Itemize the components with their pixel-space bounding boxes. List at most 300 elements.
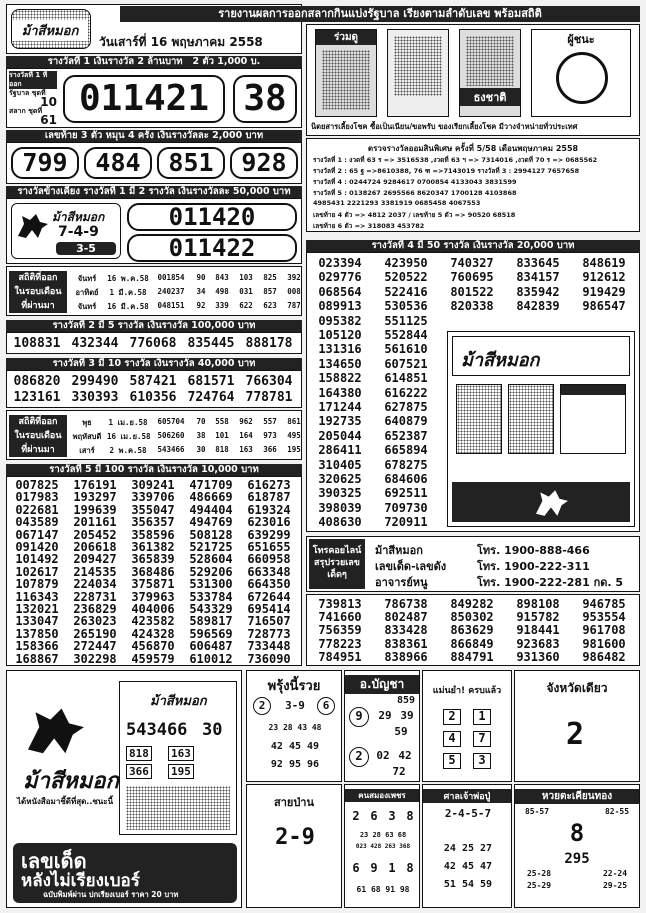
card-2 (344, 670, 420, 782)
card-6-num-7: 9 (370, 861, 378, 875)
prize3-number: 123161 (13, 390, 61, 405)
stats1-panel (6, 266, 302, 316)
stats2-cell: 70 (196, 417, 206, 426)
promo-banner1: เลขเด็ด (21, 849, 87, 873)
magazine-cover-3 (531, 29, 631, 117)
prize4-number: 095382 (318, 313, 362, 328)
prize5-number: 043589 (15, 515, 59, 530)
prize5-right-number: 931360 (516, 649, 560, 664)
prize5-number: 618787 (247, 490, 291, 505)
prize5-right-number: 915782 (516, 610, 560, 625)
three-digit-2: 851 (157, 147, 225, 179)
prize5-number: 158366 (15, 639, 59, 654)
card-5-num: 2-9 (275, 825, 315, 850)
prize5-right-number: 784951 (318, 649, 362, 664)
set-label-0: รางวัลที่ 1 ที่ออก (9, 71, 57, 89)
three-digit-panel (6, 142, 302, 184)
card-2-num2-2: 42 (398, 749, 412, 762)
card-6 (344, 784, 420, 908)
prize5-right-number: 802487 (384, 610, 428, 625)
prize5-right-number: 898108 (516, 597, 560, 611)
prize4-number: 398039 (318, 500, 362, 515)
card-1-num-2: 6 (317, 697, 335, 715)
prize5-right-number: 884791 (450, 649, 494, 664)
stats1-label (9, 271, 67, 313)
prize4-number: 692511 (384, 486, 428, 501)
prize5-right-number: 741660 (318, 610, 362, 625)
magazine-cover-0 (315, 29, 377, 117)
prize4-number: 408630 (318, 515, 362, 530)
card-7-num-3: 51 54 59 (443, 879, 493, 890)
promo-book-number: 543466 (126, 720, 188, 740)
stats1-cell: 843 (215, 273, 229, 282)
prize5-number: 356357 (131, 515, 175, 530)
stats2-label-2: ที่ผ่านมา (21, 445, 55, 455)
promo-book-sub3: 366 (126, 764, 152, 779)
near-brand-box (11, 203, 121, 259)
prize5-number: 168867 (15, 651, 59, 666)
prize3-number: 724764 (187, 390, 235, 405)
stats1-cell: 031 (239, 287, 253, 296)
prize1-two-digit: 38 (233, 75, 297, 123)
prize5-right-number: 838361 (384, 636, 428, 651)
prize4-number: 684606 (384, 472, 428, 486)
prize5-number: 589817 (189, 614, 233, 629)
brand-ad-book-1 (508, 384, 554, 454)
promo-book-brand: ม้าสีหมอก (150, 694, 207, 709)
brand-ad-horse-icon (532, 486, 572, 522)
promo-banner (13, 843, 237, 903)
prize4-number: 835942 (516, 284, 560, 299)
stats2-cell: เสาร์ (79, 446, 95, 455)
check-panel (306, 138, 640, 232)
card-7 (422, 784, 512, 908)
card-3-num-0: 2 (443, 709, 461, 725)
stats2-cell: 38 (196, 431, 206, 440)
hotline-name: ม้าสีหมอก (375, 544, 423, 557)
card-7-num-2: 42 45 47 (443, 861, 493, 872)
prize5-number: 272447 (73, 639, 117, 654)
stats1-label-2: ที่ผ่านมา (21, 301, 55, 311)
stats1-cell: 103 (239, 273, 253, 282)
prize5-right-number: 863629 (450, 623, 494, 638)
prize1-label (6, 56, 302, 68)
card-6-num-1: 6 (370, 809, 378, 823)
card-1-row-0: 23 28 43 48 (268, 723, 322, 732)
prize5-number: 091420 (15, 540, 59, 554)
stats2-cell: 366 (263, 445, 277, 454)
prize5-right-number: 961708 (582, 623, 626, 638)
logo-badge (11, 9, 91, 49)
brand-ad-calendar (560, 384, 626, 454)
prize5-number: 101492 (15, 552, 59, 567)
card-6-num-10: 61 68 91 98 (356, 885, 410, 894)
prize4-number: 842839 (516, 299, 560, 314)
brand-ad-book-0 (456, 384, 502, 454)
prize4-number: 801522 (450, 284, 494, 299)
stats1-cell: 498 (215, 287, 229, 296)
prize5-number: 067147 (15, 527, 59, 542)
prize5-number: 610012 (189, 651, 233, 666)
promo-book-sub2: 163 (168, 746, 194, 761)
stats2-cell: 558 (215, 417, 229, 426)
prize5-number: 206618 (73, 540, 117, 554)
stats2-cell: 2 พ.ค.58 (109, 446, 147, 455)
set-value-1: 61 (40, 113, 57, 127)
card-8-small-0: 85-57 (524, 807, 550, 816)
stats1-cell: 787 (287, 301, 301, 310)
card-8-num: 8 (569, 819, 585, 847)
stats1-cell: 048151 (157, 301, 185, 310)
prize5-right-number: 786738 (384, 597, 428, 611)
stats2-cell: 30 (196, 445, 206, 454)
card-4 (514, 670, 640, 782)
prize2-number: 432344 (71, 336, 119, 351)
prize1-label-text: รางวัลที่ 1 เงินรางวัล 2 ล้านบาท (47, 56, 183, 67)
prize4-panel (306, 252, 640, 532)
prize5-number: 543329 (189, 602, 233, 616)
prize4-number: 089913 (318, 299, 362, 314)
stats1-cell: 90 (196, 273, 206, 282)
prize5-number: 358596 (131, 527, 175, 542)
card-8-small-2: 22-24 (602, 869, 628, 878)
card-2-num-1: 29 (378, 709, 392, 722)
stats1-cell: 34 (196, 287, 206, 296)
prize4-number: 390325 (318, 486, 362, 501)
prize5-right-number: 923683 (516, 636, 560, 651)
prize5-number: 116343 (15, 589, 59, 604)
prize4-number: 522416 (384, 284, 428, 299)
prize4-number: 552844 (384, 328, 428, 342)
prize4-number: 286411 (318, 443, 362, 458)
stats2-panel (6, 410, 302, 460)
horse-icon (16, 210, 50, 240)
magazine-cover-3-ring (556, 52, 608, 104)
prize5-number: 529206 (189, 564, 233, 579)
promo-book-sub1: 818 (126, 746, 152, 761)
card-6-num-5: 023 428 263 368 (355, 843, 411, 850)
card-1-row-2: 92 95 96 (270, 759, 320, 770)
card-2-num-2: 39 (400, 709, 414, 722)
prize5-number: 224034 (73, 577, 117, 592)
card-3-num-2: 4 (443, 731, 461, 747)
promo-price: ฉบับพิมพ์ผ่าน ปกเรียงเบอร์ ราคา 20 บาท (43, 890, 179, 899)
promo-horse-icon (21, 701, 91, 761)
prize5-number: 214535 (73, 564, 117, 579)
prize4-number: 607521 (384, 356, 428, 371)
check-line: เลขท้าย 6 ตัว => 318083 453782 (313, 222, 425, 230)
prize4-number: 848619 (582, 256, 626, 270)
promo-tagline: ได้หนังสือมาชี้ดีที่สุด..ชนะนี้ (17, 797, 114, 806)
prize5-right-number: 946785 (582, 597, 626, 611)
magazines-panel (306, 24, 640, 136)
prize5-number: 531300 (189, 577, 233, 592)
near-number-0: 011420 (127, 203, 297, 231)
check-line: 4985431 2221293 3381919 0685458 4067553 (313, 199, 481, 207)
prize4-number: 709730 (384, 500, 428, 515)
prize5-number: 302298 (73, 651, 117, 666)
card-8-small-5: 25-29 (526, 881, 552, 890)
prize5-number: 494769 (189, 515, 233, 530)
stats1-cell: 622 (239, 301, 253, 310)
card-5 (246, 784, 342, 908)
card-2-title: อ.บัญชา (345, 675, 419, 694)
prize5-number: 596569 (189, 626, 233, 641)
stats2-cell: 495 (287, 431, 301, 440)
prize5-number: 639299 (247, 527, 291, 542)
prize5-right-number: 778223 (318, 636, 362, 651)
prize4-number: 068564 (318, 284, 362, 299)
prize3-number: 330393 (71, 390, 119, 405)
prize5-number: 728773 (247, 626, 291, 641)
prize5-right-number: 866849 (450, 636, 494, 651)
prize5-number: 132021 (15, 602, 59, 616)
prize4-number: 919429 (582, 284, 626, 299)
near-panel (6, 198, 302, 264)
prize4-number: 665894 (384, 443, 428, 458)
prize5-right-panel (306, 594, 640, 666)
card-6-num-6: 6 (352, 861, 360, 875)
prize1-set-info (9, 71, 57, 125)
prize5-number: 606487 (189, 639, 233, 654)
prize5-number: 375871 (131, 577, 175, 592)
stats2-cell: พฤหัสบดี (72, 432, 102, 441)
stats2-cell: 101 (215, 431, 229, 440)
near-number-1: 011422 (127, 234, 297, 262)
card-8-title: หวยตะเคียนทอง (515, 789, 639, 804)
prize5-panel (6, 476, 302, 666)
near-brand: ม้าสีหมอก (52, 210, 105, 224)
set-label-2: สลาก ชุดที่ (9, 107, 43, 115)
card-3-num-3: 7 (473, 731, 491, 747)
card-8-num2: 295 (564, 851, 590, 867)
card-1-title: พรุ้งนี้รวย (267, 679, 321, 694)
prize2-panel (6, 332, 302, 354)
stats2-cell: 818 (215, 445, 229, 454)
prize5-number: 193297 (73, 490, 117, 505)
prize5-number: 672644 (247, 589, 291, 604)
stats1-cell: 392 (287, 273, 301, 282)
card-2-num2-1: 02 (376, 749, 390, 762)
card-2-num-3: 59 (394, 725, 408, 738)
stats1-cell: 825 (263, 273, 277, 282)
prize3-label: รางวัลที่ 3 มี 10 รางวัล เงินรางวัล 40,000 บาท (6, 358, 302, 370)
prize5-number: 695414 (247, 602, 291, 616)
prize4-number: 986547 (582, 299, 626, 314)
stats2-cell: 973 (263, 431, 277, 440)
prize5-number: 228731 (73, 589, 117, 604)
prize5-number: 017983 (15, 490, 59, 505)
prize4-label: รางวัลที่ 4 มี 50 รางวัล เงินรางวัล 20,000 บาท (306, 240, 640, 252)
prize5-right-number: 739813 (318, 597, 362, 611)
prize5-right-number: 918441 (516, 623, 560, 638)
three-digit-label: เลขท้าย 3 ตัว หมุน 4 ครั้ง เงินรางวัลละ 2,000 บาท (6, 130, 302, 142)
prize5-right-number: 953554 (582, 610, 626, 625)
stats2-label-0: สถิติที่ออก (18, 417, 58, 427)
stats2-cell: 163 (239, 445, 253, 454)
stats2-cell: 164 (239, 431, 253, 440)
stats2-cell: พุธ (82, 418, 92, 427)
header-date: วันเสาร์ที่ 16 พฤษภาคม 2558 (99, 35, 263, 49)
prize3-number: 681571 (187, 374, 235, 389)
stats2-label-1: ในรอบเดือน (14, 431, 62, 441)
card-2-num-4: 859 (396, 695, 416, 706)
stats1-cell: จันทร์ (77, 274, 97, 283)
card-8 (514, 784, 640, 908)
hotline-name: อาจารย์หนู (375, 576, 428, 589)
prize4-number: 105120 (318, 328, 362, 342)
prize4-number: 310405 (318, 457, 362, 472)
prize5-right-number: 756359 (318, 623, 362, 638)
stats2-cell: 1 เม.ย.58 (108, 418, 148, 427)
prize5-number: 733448 (247, 639, 291, 654)
hotline-name: เลขเด็ด-เลขดัง (375, 560, 447, 573)
prize4-number: 652387 (384, 428, 428, 443)
prize4-number: 720911 (384, 515, 428, 530)
promo-book-two: 30 (202, 720, 223, 740)
prize5-number: 533784 (189, 589, 233, 604)
prize5-number: 205452 (73, 527, 117, 542)
card-6-num-2: 3 (388, 809, 396, 823)
prize5-number: 102617 (15, 564, 59, 579)
prize5-number: 022681 (15, 502, 59, 517)
check-line: รางวัลที่ 2 : 65 ฐ =>8610388, 76 ฑ =>7143019 รางวัลที่ 3 : 2994127 7657658 (313, 167, 580, 175)
prize4-number: 834157 (516, 270, 560, 285)
card-7-num-1: 24 25 27 (443, 843, 493, 854)
magazine-cover-1-art (394, 36, 442, 96)
prize5-number: 236829 (73, 602, 117, 616)
check-line: รางวัลที่ 4 : 0244724 9284617 0700854 4133043 3831599 (313, 178, 517, 186)
prize4-number: 158822 (318, 371, 362, 386)
card-2-num2-3: 72 (392, 765, 406, 778)
prize4-number: 760695 (450, 270, 494, 285)
prize5-right-number: 981600 (582, 636, 626, 651)
prize3-number: 778781 (245, 390, 293, 405)
check-line: รางวัลที่ 1 : งวดที่ 63 ร => 3516538 ,งวดที่ 63 ฯ => 7314016 ,งวดที่ 70 ร => 0685562 (313, 156, 598, 164)
prize5-number: 528604 (189, 552, 233, 567)
prize3-number: 299490 (71, 374, 119, 389)
brand-ad-calendar-head (561, 385, 625, 395)
promo-ad (6, 670, 242, 908)
prize5-right-number: 986482 (582, 649, 626, 664)
card-6-title: ฅนสมองเพชร (345, 789, 419, 802)
card-6-num-4: 23 28 63 68 (359, 831, 407, 839)
prize4-number: 023394 (318, 256, 362, 270)
prize5-number: 176191 (73, 478, 117, 492)
prize5-number: 736090 (247, 651, 291, 666)
stats1-cell: 92 (196, 301, 206, 310)
prize4-number: 640879 (384, 414, 428, 429)
prize5-number: 521725 (189, 540, 233, 554)
prize5-number: 651655 (247, 540, 291, 554)
stats1-cell: 008 (287, 287, 301, 296)
prize4-number: 614851 (384, 371, 428, 386)
stats2-cell: 962 (239, 417, 253, 426)
prize5-right-number: 850302 (450, 610, 494, 625)
stats1-cell: 001854 (157, 273, 185, 282)
logo-text: ม้าสีหมอก (12, 20, 88, 41)
hotline-phone: โทร. 1900-888-466 (477, 544, 590, 557)
stats2-cell: 861 (287, 417, 301, 426)
prize4-number: 164380 (318, 385, 362, 400)
prize5-number: 404006 (131, 602, 175, 616)
stats2-cell: 16 เม.ย.58 (107, 432, 151, 441)
prize5-label: รางวัลที่ 5 มี 100 รางวัล เงินรางวัล 10,000 บาท (6, 464, 302, 476)
prize4-number: 134650 (318, 356, 362, 371)
three-digit-1: 484 (84, 147, 152, 179)
card-6-num-0: 2 (352, 809, 360, 823)
promo-banner2: หลังไม่เรียงเบอร์ (21, 871, 140, 891)
card-4-num: 2 (565, 717, 585, 752)
prize5-number: 663348 (247, 564, 291, 579)
stats2-cell: 605704 (157, 417, 185, 426)
three-digit-0: 799 (11, 147, 79, 179)
card-6-num-9: 8 (406, 861, 414, 875)
stats1-cell: 857 (263, 287, 277, 296)
card-6-num-3: 8 (406, 809, 414, 823)
card-8-small-1: 82-55 (604, 807, 630, 816)
prize4-number: 561610 (384, 342, 428, 357)
prize5-number: 424328 (131, 626, 175, 641)
prize5-number: 423582 (131, 614, 175, 629)
magazine-cover-2-title: ธงชาติ (460, 88, 520, 106)
stats1-cell: 16 มี.ค.58 (107, 302, 149, 311)
prize2-number: 835445 (187, 336, 235, 351)
brand-ad-logo: ม้าสีหมอก (461, 350, 540, 371)
brand-ad-footer (452, 482, 630, 522)
prize5-number: 508128 (189, 527, 233, 542)
stats1-cell: 623 (263, 301, 277, 310)
prize4-number: 520522 (384, 270, 428, 285)
card-1 (246, 670, 342, 782)
prize5-number: 355047 (131, 502, 175, 517)
check-title: ตรวจรางวัลออมสินพิเศษ ครั้งที่ 5/58 เดือนพฤษภาคม 2558 (367, 144, 579, 153)
prize4-number: 423950 (384, 256, 428, 270)
card-3-num-1: 1 (473, 709, 491, 725)
prize5-number: 263023 (73, 614, 117, 629)
promo-book (119, 681, 237, 835)
header-title: รายงานผลการออกสลากกินแบ่งรัฐบาล เรียงตามลำดับเลข พร้อมสถิติ (120, 6, 640, 22)
stats1-cell: จันทร์ (77, 302, 97, 311)
hotline-phone: โทร. 1900-222-311 (477, 560, 590, 573)
card-3 (422, 670, 512, 782)
prize4-number: 678275 (384, 457, 428, 472)
prize5-number: 660958 (247, 552, 291, 567)
card-2-num2-0: 2 (349, 747, 369, 767)
prize4-number: 551125 (384, 313, 428, 328)
prize5-number: 107879 (15, 577, 59, 592)
set-label-1: รัฐบาล ชุดที่ (9, 89, 46, 97)
magazine-cover-1 (387, 29, 449, 117)
magazines-caption: นิตยสารเลี้ยงโชค ซื้อเป็นเนียน/ขอพรับ ของเรียกเลี้ยงโชค มีวางจำหน่ายทั่วประเทศ (311, 122, 578, 131)
prize5-number: 361382 (131, 540, 175, 554)
prize5-number: 368486 (131, 564, 175, 579)
magazine-cover-3-title: ผู้ชนะ (567, 33, 595, 46)
hotline-phone: โทร. 1900-222-281 กด. 5 (477, 576, 624, 589)
prize5-number: 209427 (73, 552, 117, 567)
brand-ad-header (452, 336, 630, 376)
card-5-title: สายป่าน (273, 796, 314, 809)
prize5-number: 623016 (247, 515, 291, 530)
prize5-number: 137850 (15, 626, 59, 641)
prize5-number: 616273 (247, 478, 291, 492)
near-tip1: 7-4-9 (58, 224, 99, 240)
prize1-two-digit-label: 2 ตัว 1,000 บ. (192, 56, 261, 67)
hotline-side-label: โทรคอยไลน์ สรุปรวยเลขเด็ดๆ (309, 539, 365, 589)
near-tip2: 3-5 (56, 242, 116, 255)
stats1-label-0: สถิติที่ออก (18, 273, 58, 283)
prize5-number: 339706 (131, 490, 175, 505)
